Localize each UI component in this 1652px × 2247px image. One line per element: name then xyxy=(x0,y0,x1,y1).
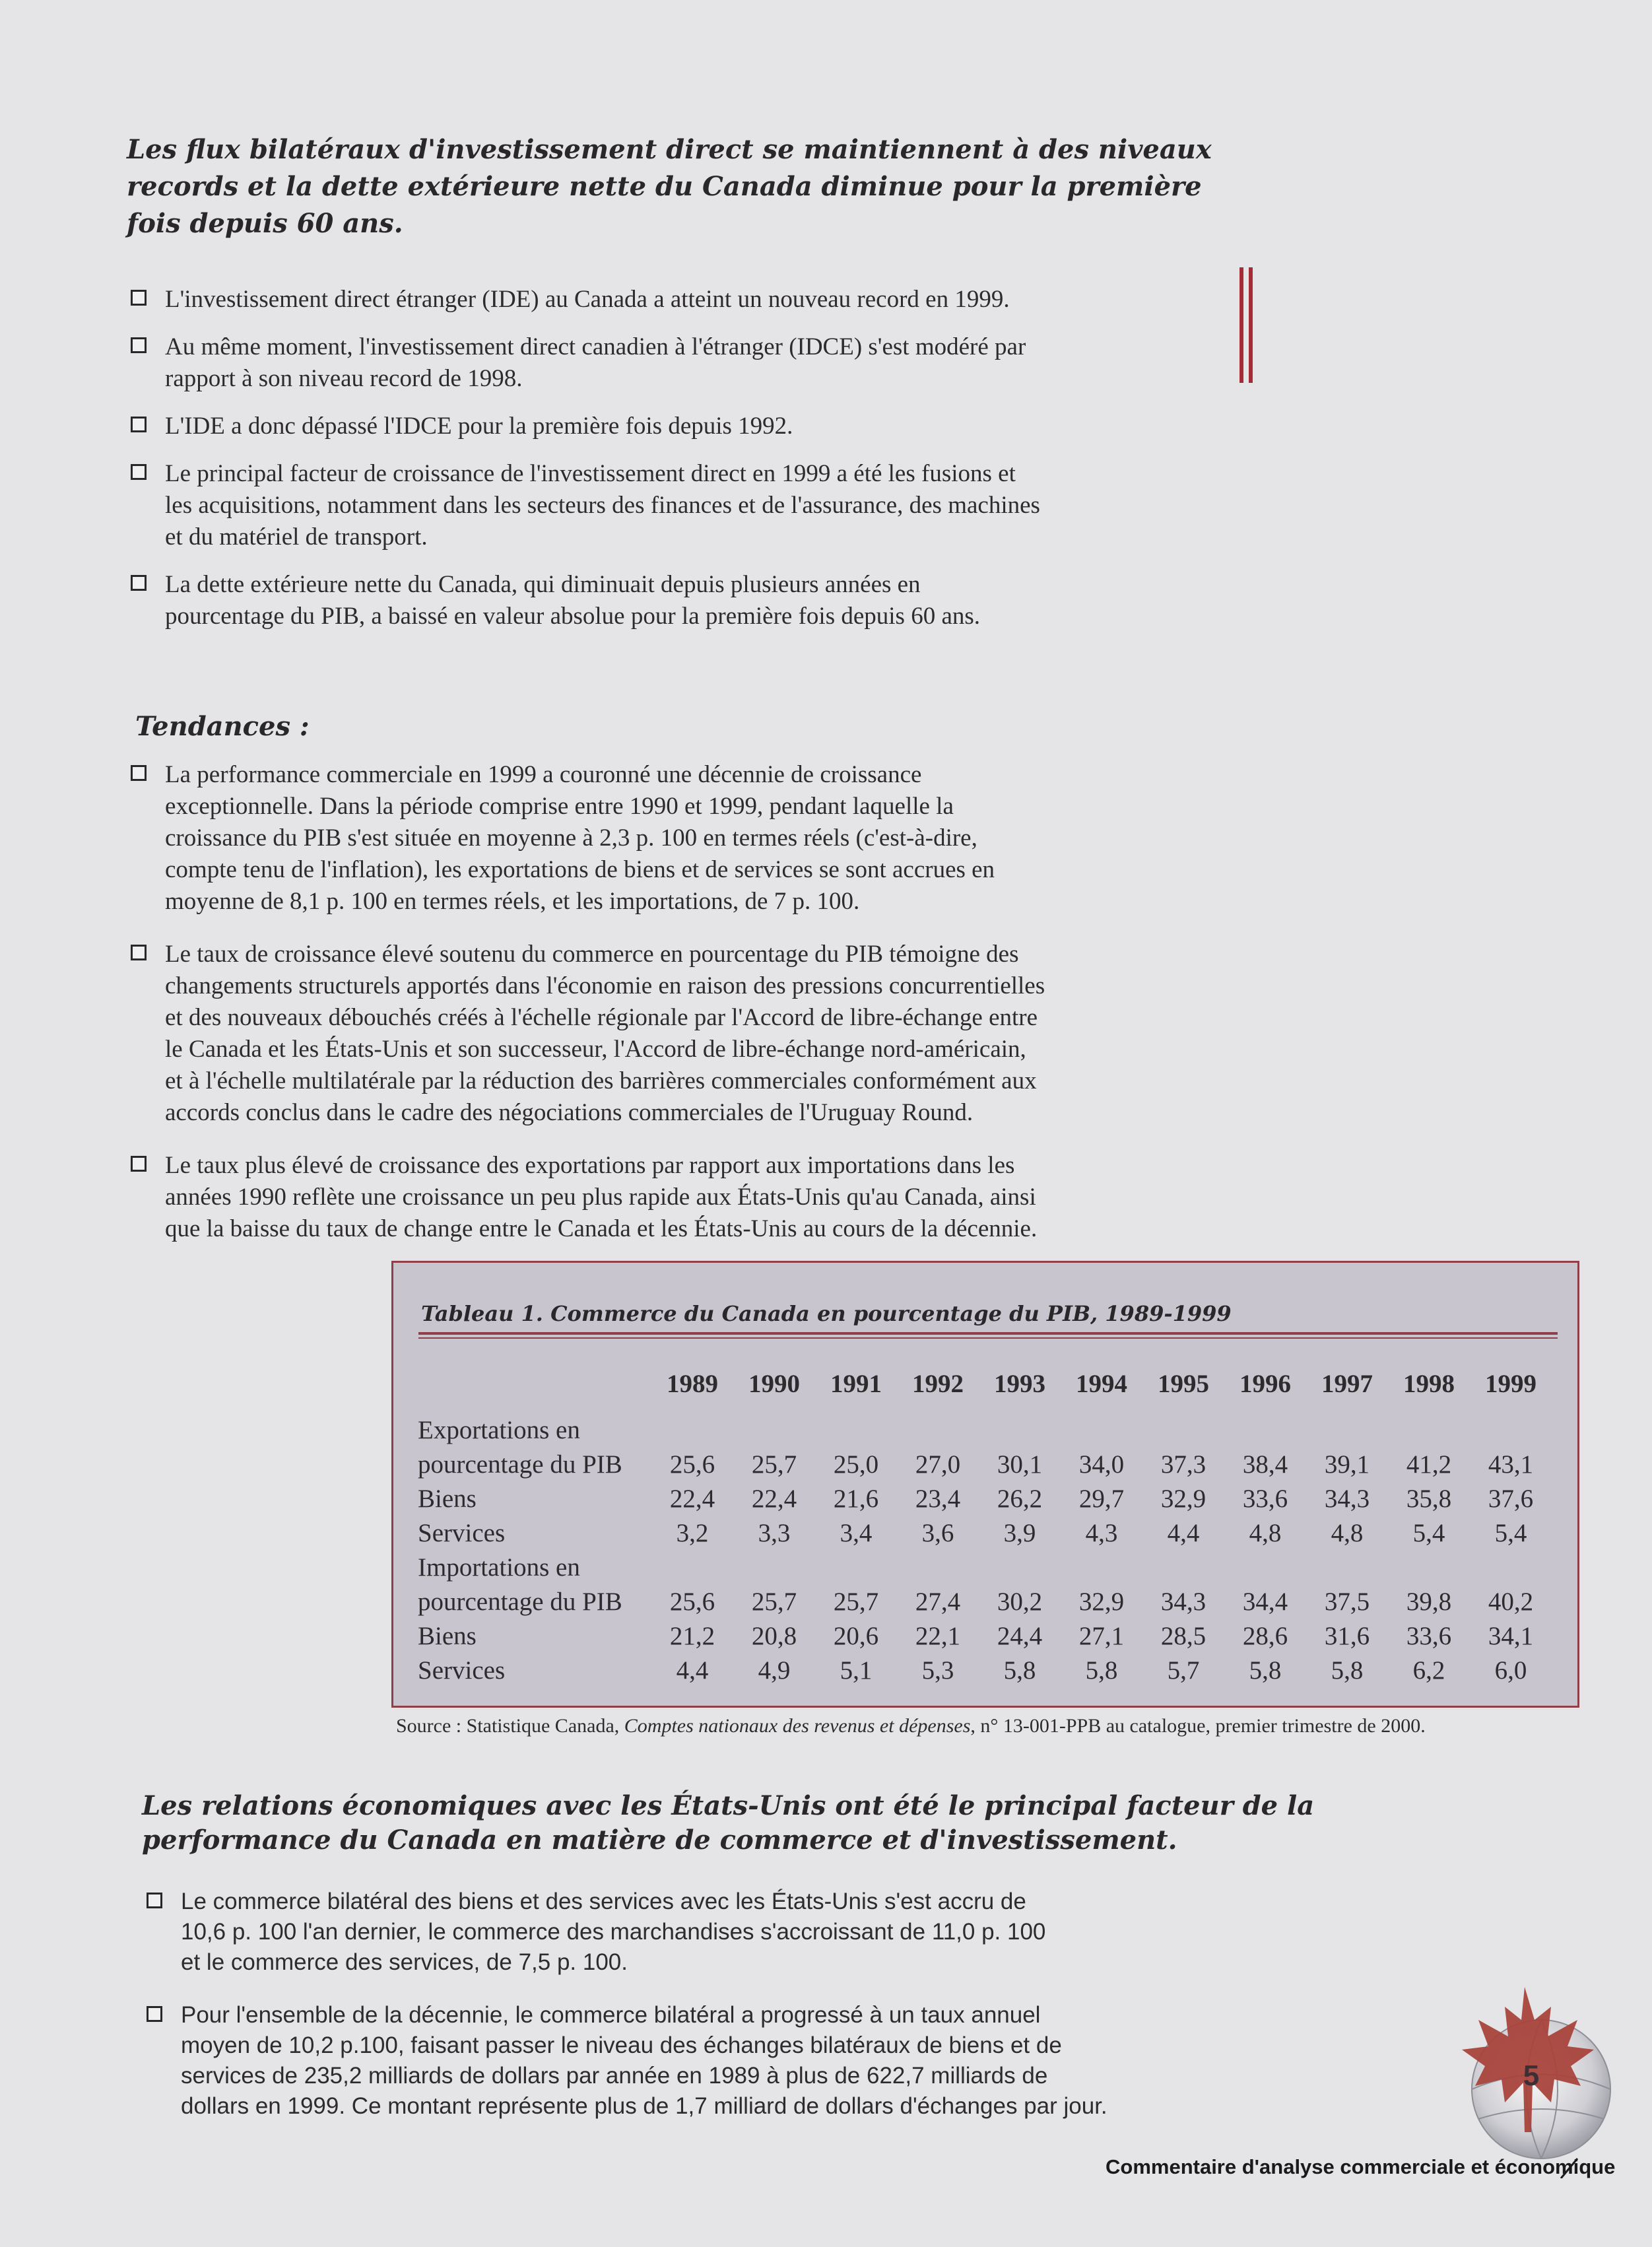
heading-line: Les flux bilatéraux d'investissement direct se maintiennent à des niveaux xyxy=(127,134,1212,165)
table-cell: 25,7 xyxy=(751,1588,797,1616)
table-cell: 23,4 xyxy=(915,1485,961,1513)
bullet-line: accords conclus dans le cadre des négociations commerciales de l'Uruguay Round. xyxy=(165,1099,974,1126)
table-cell: 5,8 xyxy=(1003,1656,1036,1685)
row-label: pourcentage du PIB xyxy=(418,1588,622,1616)
bullet-line: Le principal facteur de croissance de l'investissement direct en 1999 a été les fusions et xyxy=(165,460,1016,487)
table-cell: 3,6 xyxy=(921,1519,954,1547)
table-source-note xyxy=(396,1715,1426,1737)
row-label: Biens xyxy=(418,1485,477,1513)
table-row xyxy=(418,1654,1552,1688)
bullet-line: années 1990 reflète une croissance un peu plus rapide aux États-Unis qu'au Canada, ainsi xyxy=(165,1184,1036,1211)
table-cell: 5,7 xyxy=(1167,1656,1200,1685)
table-row xyxy=(418,1551,1552,1585)
table-cell: 22,4 xyxy=(751,1485,797,1513)
table-cell: 30,1 xyxy=(997,1450,1043,1479)
table-row xyxy=(418,1516,1552,1551)
year-header: 1995 xyxy=(1158,1369,1209,1398)
list-item xyxy=(131,411,1160,442)
table-cell: 4,9 xyxy=(758,1656,791,1685)
bullet-line: pourcentage du PIB, a baissé en valeur absolue pour la première fois depuis 60 ans. xyxy=(165,603,981,630)
checkbox-bullet-icon xyxy=(131,1156,147,1172)
table-cell: 25,7 xyxy=(833,1588,879,1616)
bullet-line: et du matériel de transport. xyxy=(165,523,428,551)
bullet-line: changements structurels apportés dans l'économie en raison des pressions concurrentielles xyxy=(165,972,1045,999)
heading-line: Les relations économiques avec les États-Unis ont été le principal facteur de la xyxy=(142,1790,1315,1821)
table-cell: 27,1 xyxy=(1078,1622,1125,1650)
year-header: 1999 xyxy=(1485,1369,1536,1398)
table-cell: 4,3 xyxy=(1085,1519,1118,1547)
bullet-line: compte tenu de l'inflation), les exportations de biens et de services se sont accrues en xyxy=(165,856,995,883)
checkbox-bullet-icon xyxy=(131,417,147,432)
year-header: 1998 xyxy=(1403,1369,1455,1398)
table-cell: 35,8 xyxy=(1406,1485,1452,1513)
table-cell: 25,0 xyxy=(833,1450,879,1479)
maple-leaf-globe-icon xyxy=(1419,1980,1630,2178)
table-cell: 27,4 xyxy=(915,1588,961,1616)
checkbox-bullet-icon xyxy=(131,945,147,960)
bullet-line: moyen de 10,2 p.100, faisant passer le niveau des échanges bilatéraux de biens et de xyxy=(181,2032,1062,2058)
trade-table xyxy=(418,1354,1552,1688)
bullet-line: Le taux de croissance élevé soutenu du commerce en pourcentage du PIB témoigne des xyxy=(165,941,1019,968)
table-cell: 3,4 xyxy=(840,1519,873,1547)
bullet-line: Le taux plus élevé de croissance des exportations par rapport aux importations dans les xyxy=(165,1152,1015,1179)
year-header: 1996 xyxy=(1239,1369,1291,1398)
table-cell: 4,8 xyxy=(1249,1519,1282,1547)
table-cell: 37,5 xyxy=(1324,1588,1370,1616)
bullet-line: 10,6 p. 100 l'an dernier, le commerce des marchandises s'accroissant de 11,0 p. 100 xyxy=(181,1919,1046,1945)
table-cell: 5,4 xyxy=(1412,1519,1445,1547)
table-cell: 24,4 xyxy=(997,1622,1043,1650)
heading-line: performance du Canada en matière de commerce et d'investissement. xyxy=(142,1825,1177,1856)
table-row xyxy=(418,1448,1552,1482)
source-suffix: , n° 13-001-PPB au catalogue, premier trimestre de 2000. xyxy=(970,1715,1426,1737)
source-prefix: Source : Statistique Canada, xyxy=(396,1715,624,1737)
checkbox-bullet-icon xyxy=(147,1893,162,1908)
bullet-line: croissance du PIB s'est située en moyenne à 2,3 p. 100 en termes réels (c'est-à-dire, xyxy=(165,824,977,852)
table-cell: 28,5 xyxy=(1160,1622,1206,1650)
table-cell: 34,0 xyxy=(1078,1450,1125,1479)
table-cell: 6,0 xyxy=(1494,1656,1527,1685)
table-cell: 22,1 xyxy=(915,1622,961,1650)
year-header: 1994 xyxy=(1076,1369,1127,1398)
table-cell: 4,4 xyxy=(1167,1519,1200,1547)
row-label: Exportations en xyxy=(418,1416,580,1444)
table-cell: 5,3 xyxy=(921,1656,954,1685)
table-cell: 32,9 xyxy=(1078,1588,1125,1616)
table-cell: 43,1 xyxy=(1488,1450,1534,1479)
bullet-line: L'investissement direct étranger (IDE) au Canada a atteint un nouveau record en 1999. xyxy=(165,286,1010,313)
bullet-line: que la baisse du taux de change entre le Canada et les États-Unis au cours de la décennie. xyxy=(165,1215,1038,1242)
table-cell: 3,3 xyxy=(758,1519,791,1547)
table-cell: 33,6 xyxy=(1242,1485,1288,1513)
table-cell: 5,1 xyxy=(840,1656,873,1685)
table-cell: 34,1 xyxy=(1488,1622,1534,1650)
trade-table-panel xyxy=(391,1261,1579,1708)
table-cell: 4,4 xyxy=(676,1656,709,1685)
list-item xyxy=(131,284,1160,316)
table-cell: 39,1 xyxy=(1324,1450,1370,1479)
table-cell: 34,3 xyxy=(1324,1485,1370,1513)
year-header: 1989 xyxy=(667,1369,718,1398)
checkbox-bullet-icon xyxy=(131,765,147,781)
bullet-line: le Canada et les États-Unis et son successeur, l'Accord de libre-échange nord-américain, xyxy=(165,1036,1026,1063)
row-label: Services xyxy=(418,1519,506,1547)
list-item xyxy=(131,759,1187,918)
title-rule xyxy=(418,1337,1558,1339)
list-item xyxy=(147,2000,1176,2122)
page-number: 5 xyxy=(1523,2060,1540,2092)
table-cell: 5,8 xyxy=(1085,1656,1118,1685)
heading-line: fois depuis 60 ans. xyxy=(127,208,403,239)
us-relations-bullet-list xyxy=(147,1887,1176,2144)
red-accent-bars xyxy=(1239,267,1255,383)
list-item xyxy=(131,331,1160,395)
footer-publication-title: Commentaire d'analyse commerciale et économique xyxy=(1106,2155,1616,2178)
table-cell: 5,8 xyxy=(1331,1656,1364,1685)
list-item xyxy=(131,569,1160,632)
row-label: pourcentage du PIB xyxy=(418,1450,622,1479)
table-cell: 25,6 xyxy=(669,1588,715,1616)
table-cell: 37,3 xyxy=(1160,1450,1206,1479)
table-cell: 4,8 xyxy=(1331,1519,1364,1547)
table-cell: 27,0 xyxy=(915,1450,961,1479)
table-cell: 28,6 xyxy=(1242,1622,1288,1650)
table-cell: 34,4 xyxy=(1242,1588,1288,1616)
table-cell: 29,7 xyxy=(1078,1485,1125,1513)
row-label: Services xyxy=(418,1656,506,1685)
table-cell: 3,9 xyxy=(1003,1519,1036,1547)
table-cell: 38,4 xyxy=(1242,1450,1288,1479)
bullet-line: La dette extérieure nette du Canada, qui diminuait depuis plusieurs années en xyxy=(165,571,921,598)
list-item xyxy=(131,1150,1187,1245)
source-publication: Comptes nationaux des revenus et dépenses xyxy=(624,1715,971,1737)
bullet-line: exceptionnelle. Dans la période comprise entre 1990 et 1999, pendant laquelle la xyxy=(165,793,954,820)
table-cell: 20,8 xyxy=(751,1622,797,1650)
table-cell: 3,2 xyxy=(676,1519,709,1547)
checkbox-bullet-icon xyxy=(131,575,147,591)
table-cell: 21,6 xyxy=(833,1485,879,1513)
heading-line: records et la dette extérieure nette du Canada diminue pour la première xyxy=(127,171,1202,202)
table-cell: 5,4 xyxy=(1494,1519,1527,1547)
bullet-line: Au même moment, l'investissement direct canadien à l'étranger (IDCE) s'est modéré par xyxy=(165,333,1026,360)
checkbox-bullet-icon xyxy=(131,290,147,306)
bullet-line: rapport à son niveau record de 1998. xyxy=(165,365,523,392)
table-cell: 34,3 xyxy=(1160,1588,1206,1616)
list-item xyxy=(131,939,1187,1129)
table-cell: 5,8 xyxy=(1249,1656,1282,1685)
bullet-line: les acquisitions, notamment dans les secteurs des finances et de l'assurance, des machines xyxy=(165,492,1040,519)
section-heading-investment xyxy=(127,123,1212,251)
year-header: 1992 xyxy=(912,1369,964,1398)
investment-bullet-list xyxy=(131,284,1160,648)
table-cell: 32,9 xyxy=(1160,1485,1206,1513)
list-item xyxy=(131,458,1160,553)
table-cell: 25,7 xyxy=(751,1450,797,1479)
bullet-line: services de 235,2 milliards de dollars par année en 1989 à plus de 622,7 milliards de xyxy=(181,2063,1048,2089)
checkbox-bullet-icon xyxy=(147,2006,162,2022)
table-cell: 25,6 xyxy=(669,1450,715,1479)
bullet-line: et des nouveaux débouchés créés à l'échelle régionale par l'Accord de libre-échange entre xyxy=(165,1004,1038,1031)
table-cell: 37,6 xyxy=(1488,1485,1534,1513)
checkbox-bullet-icon xyxy=(131,337,147,353)
bullet-line: moyenne de 8,1 p. 100 en termes réels, et les importations, de 7 p. 100. xyxy=(165,888,860,915)
table-cell: 21,2 xyxy=(669,1622,715,1650)
table-row xyxy=(418,1585,1552,1619)
bullet-line: et le commerce des services, de 7,5 p. 100. xyxy=(181,1949,628,1975)
table-cell: 26,2 xyxy=(997,1485,1043,1513)
bullet-line: La performance commerciale en 1999 a couronné une décennie de croissance xyxy=(165,761,922,788)
year-header: 1990 xyxy=(748,1369,800,1398)
title-rule xyxy=(418,1332,1558,1335)
table-row xyxy=(418,1619,1552,1654)
section-heading-us-relations xyxy=(142,1779,1314,1867)
table-cell: 41,2 xyxy=(1406,1450,1452,1479)
year-header: 1997 xyxy=(1321,1369,1373,1398)
table-cell: 40,2 xyxy=(1488,1588,1534,1616)
table-cell: 22,4 xyxy=(669,1485,715,1513)
section-heading-trends: Tendances : xyxy=(135,711,310,742)
table-corner xyxy=(418,1354,651,1413)
table-cell: 20,6 xyxy=(833,1622,879,1650)
trends-bullet-list xyxy=(131,759,1187,1266)
bullet-line: dollars en 1999. Ce montant représente plus de 1,7 milliard de dollars d'échanges par jour. xyxy=(181,2093,1107,2119)
table-header-row xyxy=(418,1354,1552,1413)
year-header: 1991 xyxy=(830,1369,882,1398)
bullet-line: et à l'échelle multilatérale par la réduction des barrières commerciales conformément aux xyxy=(165,1067,1037,1094)
row-label: Importations en xyxy=(418,1553,580,1582)
table-cell: 31,6 xyxy=(1324,1622,1370,1650)
table-title: Tableau 1. Commerce du Canada en pourcentage du PIB, 1989-1999 xyxy=(421,1301,1232,1326)
table-cell: 33,6 xyxy=(1406,1622,1452,1650)
table-cell: 30,2 xyxy=(997,1588,1043,1616)
table-cell: 39,8 xyxy=(1406,1588,1452,1616)
row-label: Biens xyxy=(418,1622,477,1650)
bullet-line: Pour l'ensemble de la décennie, le commerce bilatéral a progressé à un taux annuel xyxy=(181,2002,1041,2028)
bullet-line: L'IDE a donc dépassé l'IDCE pour la première fois depuis 1992. xyxy=(165,413,793,440)
table-cell: 6,2 xyxy=(1412,1656,1445,1685)
bullet-line: Le commerce bilatéral des biens et des services avec les États-Unis s'est accru de xyxy=(181,1889,1026,1914)
list-item xyxy=(147,1887,1176,1978)
table-row xyxy=(418,1482,1552,1516)
checkbox-bullet-icon xyxy=(131,464,147,480)
year-header: 1993 xyxy=(994,1369,1045,1398)
table-row xyxy=(418,1413,1552,1448)
